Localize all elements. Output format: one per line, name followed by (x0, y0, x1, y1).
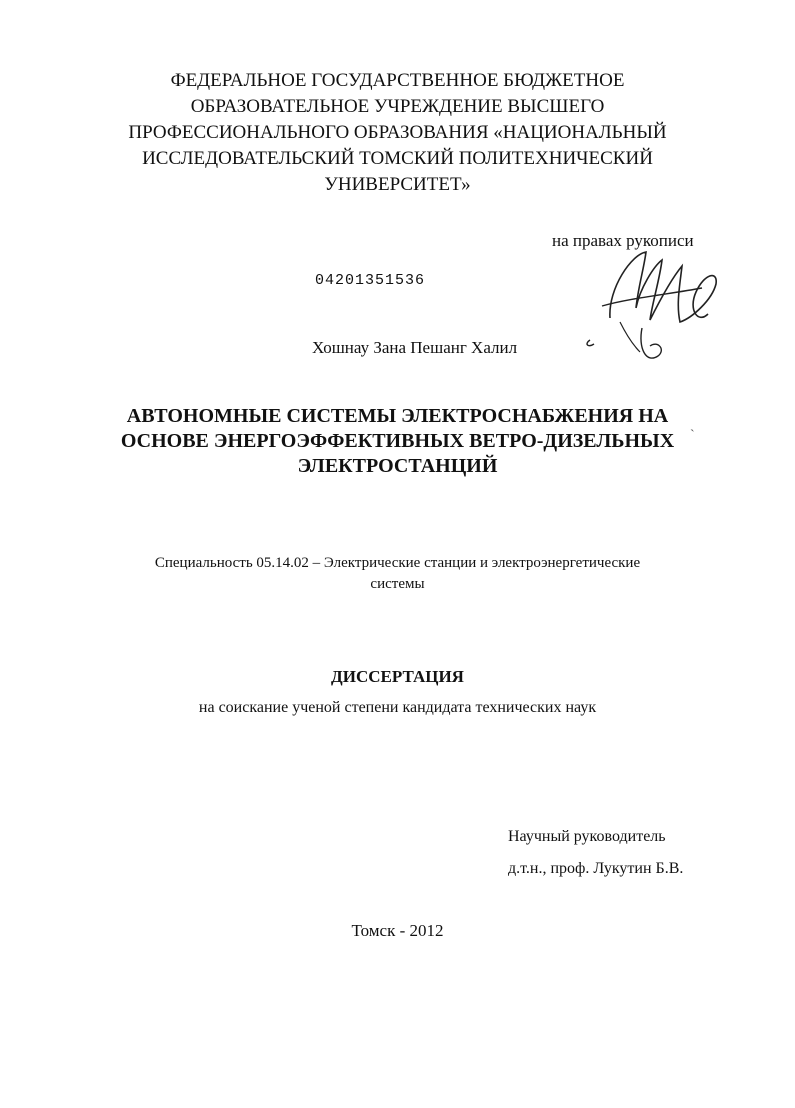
dissertation-title (0, 404, 795, 479)
specialty-line: Специальность 05.14.02 – Электрические станции и электроэнергетические (154, 555, 641, 571)
title-line: ОСНОВЕ ЭНЕРГОЭФФЕКТИВНЫХ ВЕТРО-ДИЗЕЛЬНЫХ (120, 430, 675, 452)
manuscript-rights: на правах рукописи (552, 231, 694, 250)
city-year: Томск - 2012 (351, 921, 444, 940)
document-code: 04201351536 (315, 272, 426, 289)
degree-line: на соискание ученой степени кандидата технических наук (198, 699, 597, 716)
specialty (0, 553, 795, 595)
supervisor-name: д.т.н., проф. Лукутин Б.В. (508, 860, 684, 877)
scan-mark: ` (690, 428, 695, 443)
institution-line: ИССЛЕДОВАТЕЛЬСКИЙ ТОМСКИЙ ПОЛИТЕХНИЧЕСКИЙ (142, 148, 653, 169)
supervisor-role: Научный руководитель (508, 828, 666, 845)
institution-line: ОБРАЗОВАТЕЛЬНОЕ УЧРЕЖДЕНИЕ ВЫСШЕГО (190, 96, 605, 117)
institution-header (0, 68, 795, 198)
institution-line: ФЕДЕРАЛЬНОЕ ГОСУДАРСТВЕННОЕ БЮДЖЕТНОЕ (170, 70, 625, 91)
dissertation-label: ДИССЕРТАЦИЯ (331, 667, 464, 686)
title-line: АВТОНОМНЫЕ СИСТЕМЫ ЭЛЕКТРОСНАБЖЕНИЯ НА (126, 405, 669, 427)
title-line: ЭЛЕКТРОСТАНЦИЙ (297, 455, 498, 477)
signature-icon (580, 248, 720, 368)
institution-line: ПРОФЕССИОНАЛЬНОГО ОБРАЗОВАНИЯ «НАЦИОНАЛЬНЫЙ (128, 122, 667, 143)
specialty-line: системы (370, 576, 425, 592)
author-name: Хошнау Зана Пешанг Халил (312, 338, 518, 357)
institution-line: УНИВЕРСИТЕТ» (324, 174, 471, 195)
